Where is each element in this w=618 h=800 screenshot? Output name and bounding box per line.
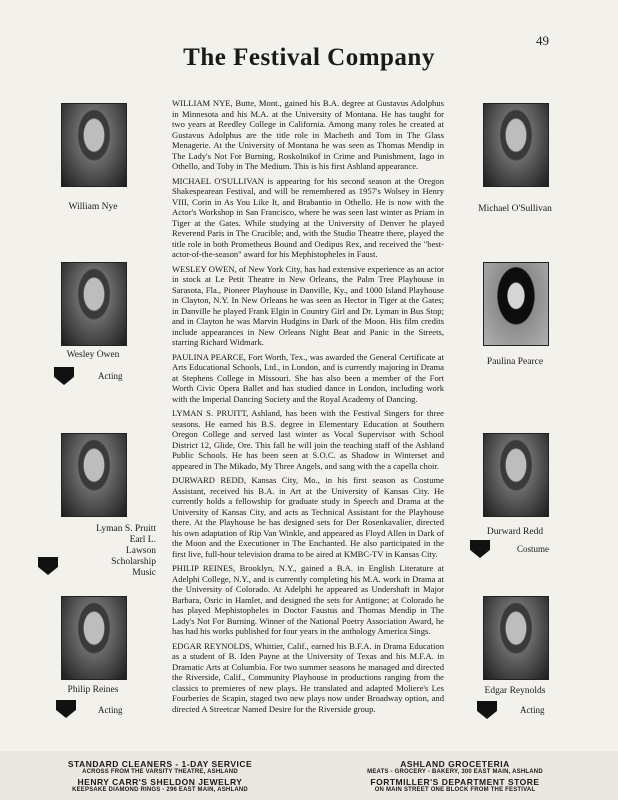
- portrait-edgar-reynolds: [483, 596, 549, 680]
- caption-paulina-pearce: Paulina Pearce: [486, 357, 544, 367]
- advertisements: [0, 751, 618, 800]
- ad-address: KEEPSAKE DIAMOND RINGS - 296 EAST MAIN, ASHLAND: [72, 787, 248, 793]
- caption-durward-redd: Durward Redd: [486, 527, 544, 537]
- portrait-lyman-pruitt: [61, 433, 127, 517]
- role-philip-reines: Acting: [98, 705, 123, 715]
- portrait-paulina-pearce: [483, 262, 549, 346]
- bio-paulina-pearce: PAULINA PEARCE, Fort Worth, Tex., was awarded the General Certificate at Arts Educational Schools, Ltd., in London, and is currently majoring in Drama at Stephens College in Missouri. She has also been a member of the Fort Worth Civic Opera Ballet and has studied dance in London, including work with the Imperial Dancing Society and the Royal Academy of Dancing.: [172, 351, 444, 404]
- portrait-michael-osullivan: [483, 103, 549, 187]
- portrait-wesley-owen: [61, 262, 127, 346]
- bio-philip-reines: PHILIP REINES, Brooklyn, N.Y., gained a B.A. in English Literature at Adelphi College, N.Y., and is currently completing his M.A. work in Drama at the University of Colorado. At Adelphi he appeared as Undershaft in Major Barbara, Osric in Hamlet, and designed the sets for Antigone; at Colorado he has played Mephistopheles in Doctor Faustus and Thomas Mendip in The Lady's Not For Burning. Winner of the National Poetry Association Award, he has had his works published for four years in the anthology America Sings.: [172, 563, 444, 636]
- ad-name: FORTMILLER'S DEPARTMENT STORE: [370, 777, 540, 787]
- ad-standard-cleaners: [35, 759, 285, 775]
- caption-william-nye: William Nye: [68, 202, 118, 212]
- crest-icon: [470, 540, 490, 558]
- bio-wesley-owen: WESLEY OWEN, of New York City, has had extensive experience as an actor in stock at Le Petit Theatre in New Orleans, the Palm Tree Playhouse in Sarasota, Fla., Pioneer Playhouse in Danville, Ky., and 1000 Island Playhouse in Clayton, N.Y. In New Orleans he was seen as Hector in Tiger at the Gates; in Danville he played Frank Elgin in Country Girl and Dr. Lyman in Bus Stop; and in Clayton he was Marvin Hudgins in Dark of the Moon. His film credits include appearances in New Orleans Night Beat and Panic in the Streets, starring Richard Widmark.: [172, 263, 444, 347]
- bio-edgar-reynolds: EDGAR REYNOLDS, Whittier, Calif., earned his B.F.A. in Drama Education as a student of B. Iden Payne at the University of Texas and his M.F.A. in Dramatic Arts at Columbia. For two summer seasons he managed and directed the Riverside, Calif., Community Playhouse in productions ranging from the classics to premieres of new plays. He translated and adapted Moliere's Les Fourberies de Scapin, staged two new plays now under Broadway option, and directed A Streetcar Named Desire for the Riverside group.: [172, 640, 444, 714]
- bio-william-nye: WILLIAM NYE, Butte, Mont., gained his B.A. degree at Gustavus Adolphus in Minnesota and his M.A. at the University of Montana. He has taught for two years at Reedley College in California. Among many roles he created at Gustavus Adolphus are the title role in Macbeth and Tom in The Glass Menagerie. At the University of Montana he was seen as Thomas Mendip in The Lady's Not For Burning, Roskolnikof in Crime and Punishment, Iago in Othello, and Toby in The Medium. This is his first Ashland appearance.: [172, 98, 444, 171]
- caption-philip-reines: Philip Reines: [67, 685, 119, 695]
- biographies: [172, 98, 444, 718]
- ad-address: ACROSS FROM THE VARSITY THEATRE, ASHLAND: [82, 769, 238, 775]
- page-number: 49: [536, 33, 549, 48]
- ad-fortmillers: [330, 777, 580, 793]
- bio-lyman-pruitt: LYMAN S. PRUITT, Ashland, has been with the Festival Singers for three seasons. He earned his B.S. degree in Elementary Education at Southern Oregon College and served last winter as Vocal Supervisor with School District 12, Glide, Ore. This fall he will join the teaching staff of the Ashland Public Schools. He has been seen at S.O.C. as Shadow in Winterset and appeared in The Mikado, My Three Angels, and sang with the a capella choir.: [172, 408, 444, 471]
- page-title: The Festival Company: [183, 44, 435, 71]
- crest-icon: [56, 700, 76, 718]
- ad-name: ASHLAND GROCETERIA: [400, 759, 510, 769]
- bio-durward-redd: DURWARD REDD, Kansas City, Mo., in his first season as Costume Assistant, received his B.A. in Art at the University of Kansas City. He currently holds a fellowship for graduate study in Speech and Drama at the University of Kansas City, and acts as Technical Assistant for the Playhouse there. At the Playhouse he has designed sets for Der Rosenkavalier, directed his own adaptation of Rip Van Winkle, and appeared as Floyd Allen in Dark of the Moon and the Executioner in The Enchanted. He also participated in the first live, full-hour television drama to be aired at KMBC-TV in Kansas City.: [172, 475, 444, 559]
- ad-ashland-groceteria: [330, 759, 580, 775]
- ad-sheldon-jewelry: [35, 777, 285, 793]
- crest-icon: [54, 367, 74, 385]
- caption-edgar-reynolds: Edgar Reynolds: [484, 686, 546, 696]
- ad-address: ON MAIN STREET ONE BLOCK FROM THE FESTIVAL: [374, 787, 536, 793]
- role-wesley-owen: Acting: [98, 371, 123, 381]
- role-edgar-reynolds: Acting: [520, 705, 545, 715]
- crest-icon: [477, 701, 497, 719]
- caption-wesley-owen: Wesley Owen: [66, 350, 120, 360]
- role-durward-redd: Costume: [517, 544, 550, 554]
- ad-name: HENRY CARR'S SHELDON JEWELRY: [77, 777, 243, 787]
- portrait-william-nye: [61, 103, 127, 187]
- caption-lyman-pruitt: Lyman S. Pruitt Earl L. Lawson Scholarship Music: [96, 524, 156, 578]
- caption-michael-osullivan: Michael O'Sullivan: [478, 204, 552, 214]
- portrait-philip-reines: [61, 596, 127, 680]
- portrait-durward-redd: [483, 433, 549, 517]
- crest-icon: [38, 557, 58, 575]
- ad-name: STANDARD CLEANERS - 1-DAY SERVICE: [67, 759, 253, 769]
- ad-address: MEATS - GROCERY - BAKERY, 300 EAST MAIN, ASHLAND: [367, 769, 543, 775]
- bio-michael-osullivan: MICHAEL O'SULLIVAN is appearing for his second season at the Oregon Shakespearean Festival, and will be remembered as 1957's Wolsey in Henry VIII, Corin in As You Like It, and Brabantio in Othello. He is now with the Actor's Workshop in San Francisco, where he was seen last winter as Priam in Tiger at the Gates. While studying at the University of Denver he played Reverend Paris in The Crucible; and, with the Studio Theatre there, played the title role in both Prometheus Bound and Oedipus Rex, and received the "best-actor-of-the-season" award for his Mephistopheles in Faust.: [172, 175, 444, 259]
